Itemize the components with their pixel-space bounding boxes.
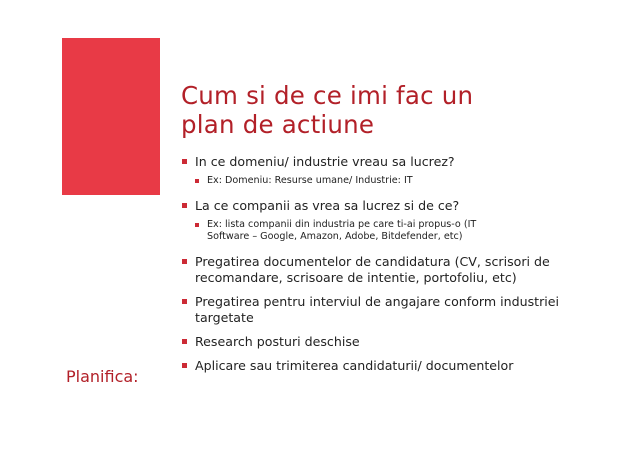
square-bullet-icon	[182, 203, 187, 208]
square-bullet-icon	[182, 299, 187, 304]
square-bullet-icon	[195, 179, 199, 183]
title-line-2: plan de actiune	[181, 110, 375, 139]
sub-bullet-text-line-2: Software – Google, Amazon, Adobe, Bitdefender, etc)	[207, 231, 463, 242]
bullet-text: Research posturi deschise	[195, 334, 360, 349]
bullet-item	[182, 154, 602, 170]
bullet-text-line-1: Pregatirea documentelor de candidatura (CV, scrisori de	[195, 254, 550, 269]
bullet-item	[182, 334, 602, 350]
sub-bullet-text: Ex: Domeniu: Resurse umane/ Industrie: IT	[207, 175, 413, 186]
bullet-text: La ce companii as vrea sa lucrez si de ce?	[195, 198, 460, 213]
slide-title	[181, 81, 601, 139]
bullet-text-line-1: Pregatirea pentru interviul de angajare conform industriei	[195, 294, 560, 309]
sub-bullet-text-line-1: Ex: lista companii din industria pe care ti-ai propus-o (IT	[207, 219, 477, 230]
bullet-text: In ce domeniu/ industrie vreau sa lucrez?	[195, 154, 455, 169]
square-bullet-icon	[195, 223, 199, 227]
square-bullet-icon	[182, 259, 187, 264]
bullet-item	[182, 358, 602, 374]
bullet-item	[182, 254, 602, 286]
title-line-1: Cum si de ce imi fac un	[181, 81, 474, 110]
sub-bullet-item	[195, 219, 602, 243]
bullet-item	[182, 294, 602, 326]
side-label: Planifica:	[66, 367, 139, 386]
bullet-item	[182, 198, 602, 214]
bullet-list	[182, 154, 602, 374]
square-bullet-icon	[182, 339, 187, 344]
bullet-text-line-2: recomandare, scrisoare de intentie, portofoliu, etc)	[195, 270, 517, 285]
square-bullet-icon	[182, 363, 187, 368]
bullet-text: Aplicare sau trimiterea candidaturii/ documentelor	[195, 358, 514, 373]
square-bullet-icon	[182, 159, 187, 164]
accent-block	[62, 38, 160, 195]
sub-bullet-item	[195, 175, 602, 187]
bullet-text-line-2: targetate	[195, 310, 254, 325]
